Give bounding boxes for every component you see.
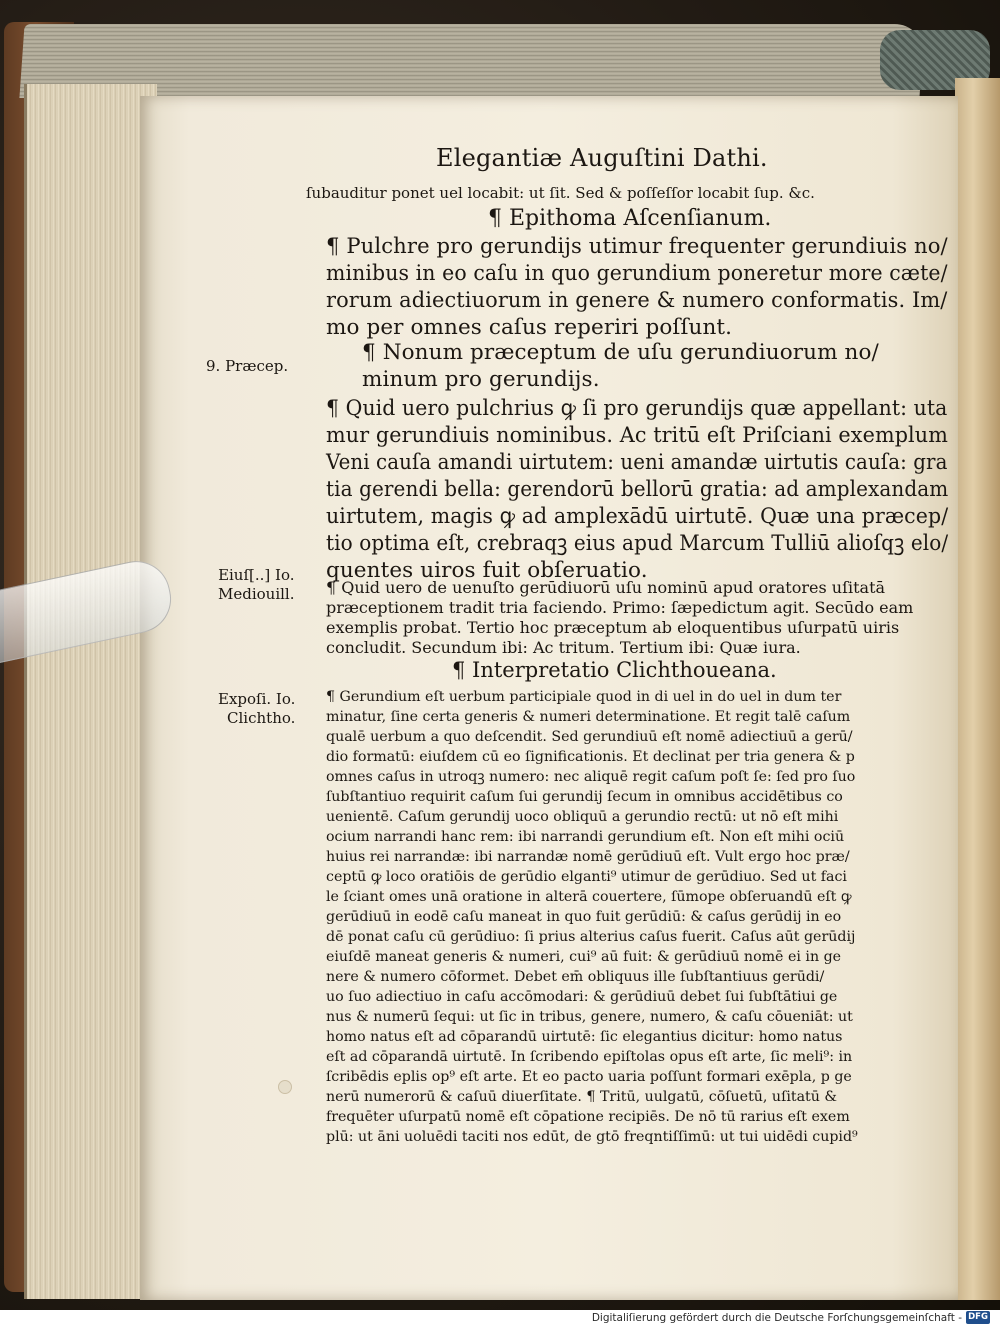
- margin-label-line: Eiuſ[..] Io.: [218, 566, 295, 584]
- section4-line: nus & numerū ſequi: ut ſic in tribus, genere, numero, & caſu cōueniāt: ut: [326, 1009, 853, 1025]
- section4-line: nerū numerorū & caſuū diuerſitate. ¶ Tritū, uulgatū, cōſuetū, uſitatū &: [326, 1089, 837, 1105]
- margin-label-praecep: 9. Præcep.: [206, 357, 289, 375]
- section1-line: rorum adiectiuorum in genere & numero conformatis. Im/: [326, 288, 948, 313]
- margin-label-line: Mediouill.: [218, 584, 295, 603]
- section4-line: ceptū ꝙ loco oratiōis de gerūdio elganti⁹ utimur de gerūdiuo. Sed ut faci: [326, 869, 847, 885]
- section4-line: huius rei narrandæ: ibi narrandæ nomē gerūdiuū eſt. Vult ergo hoc præ/: [326, 849, 850, 865]
- margin-label-clichtho: [218, 690, 295, 728]
- margin-label-mediouill: [218, 566, 295, 604]
- page-stack: [24, 84, 157, 1299]
- section4-line: eſt ad cōparandā uirtutē. In ſcribendo epiſtolas opus eſt arte, ſic meli⁹: in: [326, 1049, 853, 1065]
- section1-line: minibus in eo caſu in quo gerundium poneretur more cæte/: [326, 261, 948, 286]
- page-blot: [278, 1080, 292, 1094]
- intro-line: ſubauditur ponet uel locabit: ut ſit. Sed & poſſeſſor locabit ſup. &c.: [306, 184, 815, 202]
- section2-heading-line: minum pro gerundijs.: [362, 367, 600, 392]
- margin-label-line: Clichtho.: [227, 708, 296, 727]
- section2-line: uirtutem, magis ꝙ ad amplexādū uirtutē. Quæ una præcep/: [326, 504, 949, 529]
- section4-line: qualē uerbum a quo deſcendit. Sed gerundiuū eſt nomē adiectiuū a gerū/: [326, 729, 853, 745]
- section4-line: gerūdiuū in eodē caſu maneat in quo fuit gerūdiū: & caſus gerūdij in eo: [326, 909, 842, 925]
- section1-heading: ¶ Epithoma Aſcenſianum.: [488, 206, 772, 231]
- section2-line: tia gerendi bella: gerendorū bellorū gratia: ad amplexandam: [326, 477, 949, 502]
- section2-line: tio optima eſt, crebraqꝫ eius apud Marcum Tulliū alioſqꝫ elo/: [326, 531, 949, 556]
- section4-line: le ſciant omes unā oratione in alterā couertere, ſūmope obſeruandū eſt ꝙ: [326, 889, 852, 905]
- section3-line: præceptionem tradit tria faciendo. Primo: ſæpedictum agit. Secūdo eam: [326, 598, 914, 617]
- section4-line: uenientē. Caſum gerundij uoco obliquū a gerundio rectū: ut nō eſt mihi: [326, 809, 839, 825]
- section3-line: concludit. Secundum ibi: Ac tritum. Tertium ibi: Quæ iura.: [326, 638, 801, 657]
- section2-line: mur gerundiuis nominibus. Ac tritū eſt Priſciani exemplum: [326, 423, 948, 448]
- section1-line: mo per omnes caſus reperiri poſſunt.: [326, 315, 733, 340]
- section4-line: dio formatū: eiuſdem cū eo ſignificationis. Et declinat per tria genera & p: [326, 749, 855, 765]
- section4-line: minatur, ſine certa generis & numeri determinatione. Et regit talē caſum: [326, 709, 851, 725]
- section4-heading: ¶ Interpretatio Clichthoueana.: [452, 658, 777, 682]
- section4-line: homo natus eſt ad cōparandū uirtutē: ſic elegantius dicitur: homo natus: [326, 1029, 843, 1045]
- section2-line: quentes uiros fuit obſeruatio.: [326, 558, 648, 583]
- section4-line: ſcribēdis eplis op⁹ eſt arte. Et eo pacto uaria poſſunt formari exēpla, p ge: [326, 1069, 852, 1085]
- facing-page-edge: [955, 78, 1000, 1300]
- running-header: Elegantiæ Auguſtini Dathi.: [436, 144, 768, 172]
- margin-label-line: Expoſi. Io.: [218, 690, 296, 708]
- section4-line: ocium narrandi hanc rem: ibi narrandi gerundium eſt. Non eſt mihi ociū: [326, 829, 845, 845]
- section4-line: ſubſtantiuo requirit caſum ſui gerundij ſecum in omnibus accidētibus co: [326, 789, 843, 805]
- section2-line: Veni cauſa amandi uirtutem: ueni amandæ uirtutis cauſa: gra: [326, 450, 948, 475]
- section4-line: dē ponat caſu cū gerūdiuo: ſi prius alterius caſus fuerit. Caſus aūt gerūdij: [326, 929, 856, 945]
- section3-line: exemplis probat. Tertio hoc præceptum ab eloquentibus uſurpatū uiris: [326, 618, 900, 637]
- dfg-logo: DFG: [966, 1311, 990, 1324]
- section4-line: frequēter uſurpatū nomē eſt cōpatione recipiēs. De nō tū rarius eſt exem: [326, 1109, 850, 1125]
- section4-line: plū: ut āni uoluēdi taciti nos edūt, de gtō freqntiſſimū: ut tui uidēdi cupid⁹: [326, 1129, 858, 1145]
- section3-line: ¶ Quid uero de uenuſto gerūdiuorū uſu nominū apud oratores uſitatā: [326, 578, 886, 597]
- section4-line: nere & numero cōformet. Debet em̄ obliquus ille ſubſtantiuus gerūdi/: [326, 969, 825, 985]
- section1-line: ¶ Pulchre pro gerundijs utimur frequenter gerundiuis no/: [326, 234, 948, 259]
- section4-line: ¶ Gerundium eſt uerbum participiale quod in di uel in do uel in dum ter: [326, 689, 842, 705]
- section4-line: omnes caſus in utroqꝫ numero: nec aliquē regit caſum poſt ſe: ſed pro ſuo: [326, 769, 856, 785]
- section4-line: eiuſdē maneat generis & numeri, cui⁹ aū fuit: & gerūdiuū nomē ei in ge: [326, 949, 842, 965]
- section2-heading-line: ¶ Nonum præceptum de uſu gerundiuorum no/: [362, 340, 879, 365]
- section4-line: uo ſuo adiectiuo in caſu accōmodari: & gerūdiuū debet ſui ſubſtātiui ge: [326, 989, 838, 1005]
- funding-credit: Digitaliſierung gefördert durch die Deutsche Forſchungsgemeinſchaft -: [591, 1312, 962, 1324]
- section2-line: ¶ Quid uero pulchrius ꝙ ſi pro gerundijs quæ appellant: uta: [326, 396, 948, 421]
